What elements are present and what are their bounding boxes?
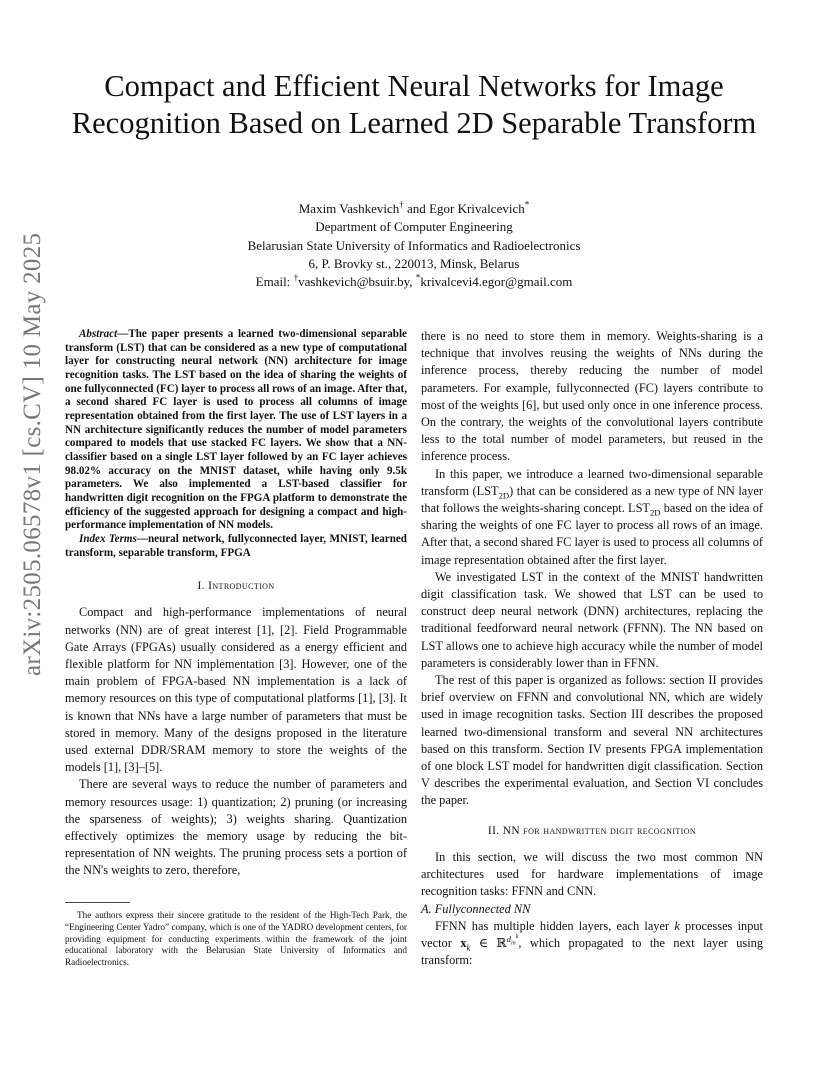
author-department: Department of Computer Engineering: [315, 219, 513, 235]
ffnn-part-c: , which propagated to the next layer using transform:: [421, 935, 763, 968]
arxiv-side-label: arXiv:2505.06578v1 [cs.CV] 10 May 2025: [19, 232, 46, 676]
right-paragraph-1: there is no need to store them in memory. Weights-sharing is a technique that involves reusing the weights of NNs during the inference process, thereby reducing the number of model parameters. For example, fullyconnected (FC) layers contribute to most of the weights [6], but used only once in one inference process. On the contrary, the weights of the convolutional layers contribute less to the total number of model parameters, but reused in the inference process.: [421, 329, 763, 464]
ffnn-paragraph: [421, 918, 763, 970]
section-2-heading: II. NN for handwritten digit recognition: [487, 824, 697, 837]
right-paragraph-3: We investigated LST in the context of the MNIST handwritten digit classification task. We showed that LST can be used to construct deep neural network (DNN) architectures, replacing the traditional feedforward neural network (FFNN). The NN based on LST allows one to achieve high accuracy while the number of model parameters is considerably lower than in FFNN.: [421, 569, 763, 670]
email-1[interactable]: vashkevich@bsuir.by,: [298, 274, 416, 290]
email-star: *: [415, 272, 421, 283]
email-label: Email:: [255, 274, 294, 290]
footnote-rule: [65, 902, 130, 903]
dagger-mark: †: [399, 199, 404, 210]
dim-superscript: dink: [506, 933, 519, 947]
p2-part-b: ) that can be considered as a new type of NN layer that follows the weights-sharing concept. LST: [421, 483, 763, 516]
author-university: Belarusian State University of Informatics and Radioelectronics: [247, 237, 581, 253]
intro-paragraph-1: Compact and high-performance implementations of neural networks (NN) are of great interest [1], [2]. Field Programmable Gate Arrays (FPGAs) usually considered as a energy efficient and flexible platform for NN implementation [3]. However, one of the main problem of FPGA-based NN implementation is a lack of memory resources on this type of computational platforms [1], [3]. It is known that NNs have a large number of parameters that must be stored in memory. Many of the designs proposed in the literature used external DDR/SRAM memory to store the weights of the models [1], [3]–[5].: [65, 605, 407, 775]
author-block: [100, 200, 728, 291]
abstract: [65, 328, 407, 533]
section-2-paragraph: In this section, we will discuss the two most common NN architectures used for hardware implementations of image recognition tasks: FFNN and CNN.: [421, 849, 763, 899]
dim-k: k: [515, 933, 519, 940]
var-x: x: [460, 935, 467, 950]
index-terms-label: Index Terms: [79, 532, 137, 545]
footnote: The authors express their sincere gratitude to the resident of the High-Tech Park, the “Engineering Center Yadro” company, which is one of the YADRO development centers, for providing equipment for conducting experiments within the framework of the joint educational laboratory with the Belarusian State University of Informatics and Radioelectronics.: [65, 910, 407, 968]
index-terms-text: —neural network, fullyconnected layer, MNIST, learned transform, separable transform, FPGA: [65, 532, 407, 559]
left-column: [65, 328, 407, 880]
index-terms: [65, 533, 407, 560]
var-k: k: [674, 918, 680, 933]
p2-part-c: based on the idea of sharing the weights of one FC layer to process all rows of an image. After that, a second shared FC layer is used to process all columns of image representation obtained after the first layer.: [421, 501, 763, 567]
lst-subscript-2: 2D: [649, 507, 661, 518]
author-address: 6, P. Brovky st., 220013, Minsk, Belarus: [308, 255, 520, 271]
ffnn-part-a: FFNN has multiple hidden layers, each layer: [435, 918, 675, 933]
paper-title: Compact and Efficient Neural Networks for Image Recognition Based on Learned 2D Separable Transform: [71, 69, 757, 140]
intro-paragraph-2: There are several ways to reduce the number of parameters and memory resources usage: 1) quantization; 2) pruning (or increasing the sparseness of weights); 3) weights sharing. Quantization effectively optimizes the memory usage by reducing the bit-representation of NN weights. The pruning process sets a portion of the NN's weights to zero, therefore,: [65, 777, 407, 878]
set-symbol: ∈ ℝ: [470, 935, 507, 950]
right-paragraph-2: [421, 466, 763, 569]
subsection-a-heading: A. Fullyconnected NN: [421, 901, 531, 916]
section-1-heading: I. Introduction: [197, 580, 275, 593]
email-dagger: †: [293, 272, 299, 283]
star-mark: *: [524, 199, 530, 210]
email-2[interactable]: krivalcevi4.egor@gmail.com: [420, 274, 573, 290]
p2-part-a: In this paper, we introduce a learned two-dimensional separable transform (LST: [421, 466, 763, 498]
dim-sub: in: [510, 940, 516, 947]
abstract-label: Abstract: [79, 328, 118, 340]
author-names: [100, 200, 728, 218]
abstract-text: —The paper presents a learned two-dimensional separable transform (LST) that can be considered as a new type of computational layer for constructing neural network (NN) architecture for image recognition tasks. The LST based on the idea of sharing the weights of one fullyconnected (FC) layer to process all rows of an image. After that, a second shared FC layer is used to process all columns of image representation obtained from the first layer. The use of LST layers in a NN architecture significantly reduces the number of model parameters compared to models that use stacked FC layers. We show that a NN-classifier based on a single LST layer followed by an FC layer achieves 98.02% accuracy on the MNIST dataset, while having only 9.5k parameters. We also implemented a LST-based classifier for handwritten digit recognition on the FPGA platform to demonstrate the efficiency of the suggested approach for designing a compact and high-performance implementation of NN models.: [65, 328, 407, 532]
ffnn-part-b: processes input vector: [421, 918, 763, 950]
author-2: Egor Krivalcevich: [429, 201, 525, 216]
var-x-sub: k: [466, 942, 471, 953]
author-and: and: [403, 201, 430, 216]
author-email: [100, 273, 728, 291]
lst-subscript: 2D: [498, 490, 510, 501]
right-column: [421, 328, 763, 969]
right-paragraph-4: The rest of this paper is organized as follows: section II provides brief overview on FFNN and convolutional NN, which are widely used in image recognition tasks. Section III describes the proposed learned two-dimensional transform and several NN architectures based on this transform. Section IV presents FPGA implementation of one block LST model for handwritten digit classification. Section V describes the experimental evaluation, and Section VI concludes the paper.: [421, 673, 763, 808]
author-1: Maxim Vashkevich: [298, 201, 400, 216]
